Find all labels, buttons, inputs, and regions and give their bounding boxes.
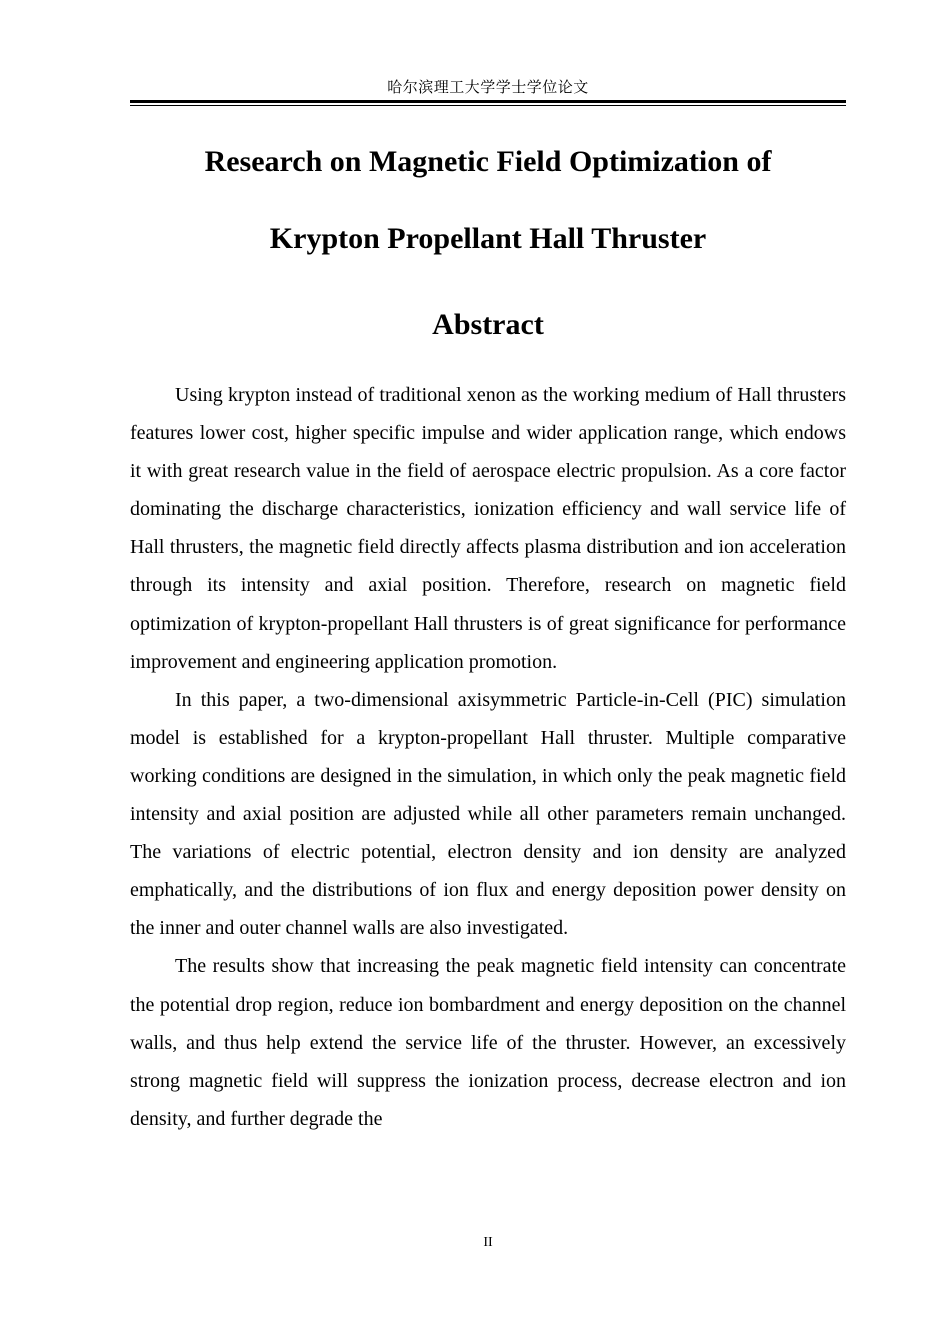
abstract-paragraph-3: The results show that increasing the peak magnetic field intensity can concentrate the potential drop region, reduce ion bombardment and energy deposition on the channel walls, and thus help extend the service life of the thruster. However, an excessively strong magnetic field will suppress the ionization process, decrease electron and ion density, and further degrade the (130, 955, 846, 1130)
abstract-paragraph-1: Using krypton instead of traditional xenon as the working medium of Hall thrusters features lower cost, higher specific impulse and wider application range, which endows it with great research value in the field of aerospace electric propulsion. As a core factor dominating the discharge characteristics, ionization efficiency and wall service life of Hall thrusters, the magnetic field directly affects plasma distribution and ion acceleration through its intensity and axial position. Therefore, research on magnetic field optimization of krypton-propellant Hall thrusters is of great significance for performance improvement and engineering application promotion. (130, 384, 846, 673)
header-rule (130, 100, 846, 107)
running-header: 哈尔滨理工大学学士学位论文 (387, 78, 589, 96)
header-rule-thin (130, 105, 846, 106)
abstract-body (130, 376, 846, 1138)
title-line-1: Research on Magnetic Field Optimization of (204, 145, 772, 178)
header-rule-thick (130, 100, 846, 103)
title-line-2: Krypton Propellant Hall Thruster (269, 222, 707, 255)
abstract-heading: Abstract (432, 308, 544, 341)
abstract-paragraph-2: In this paper, a two-dimensional axisymmetric Particle-in-Cell (PIC) simulation model is established for a krypton-propellant Hall thruster. Multiple comparative working conditions are designed in the simulation, in which only the peak magnetic field intensity and axial position are adjusted while all other parameters remain unchanged. The variations of electric potential, electron density and ion density are analyzed emphatically, and the distributions of ion flux and energy deposition power density on the inner and outer channel walls are also investigated. (130, 688, 846, 940)
page-number: II (483, 1235, 493, 1250)
